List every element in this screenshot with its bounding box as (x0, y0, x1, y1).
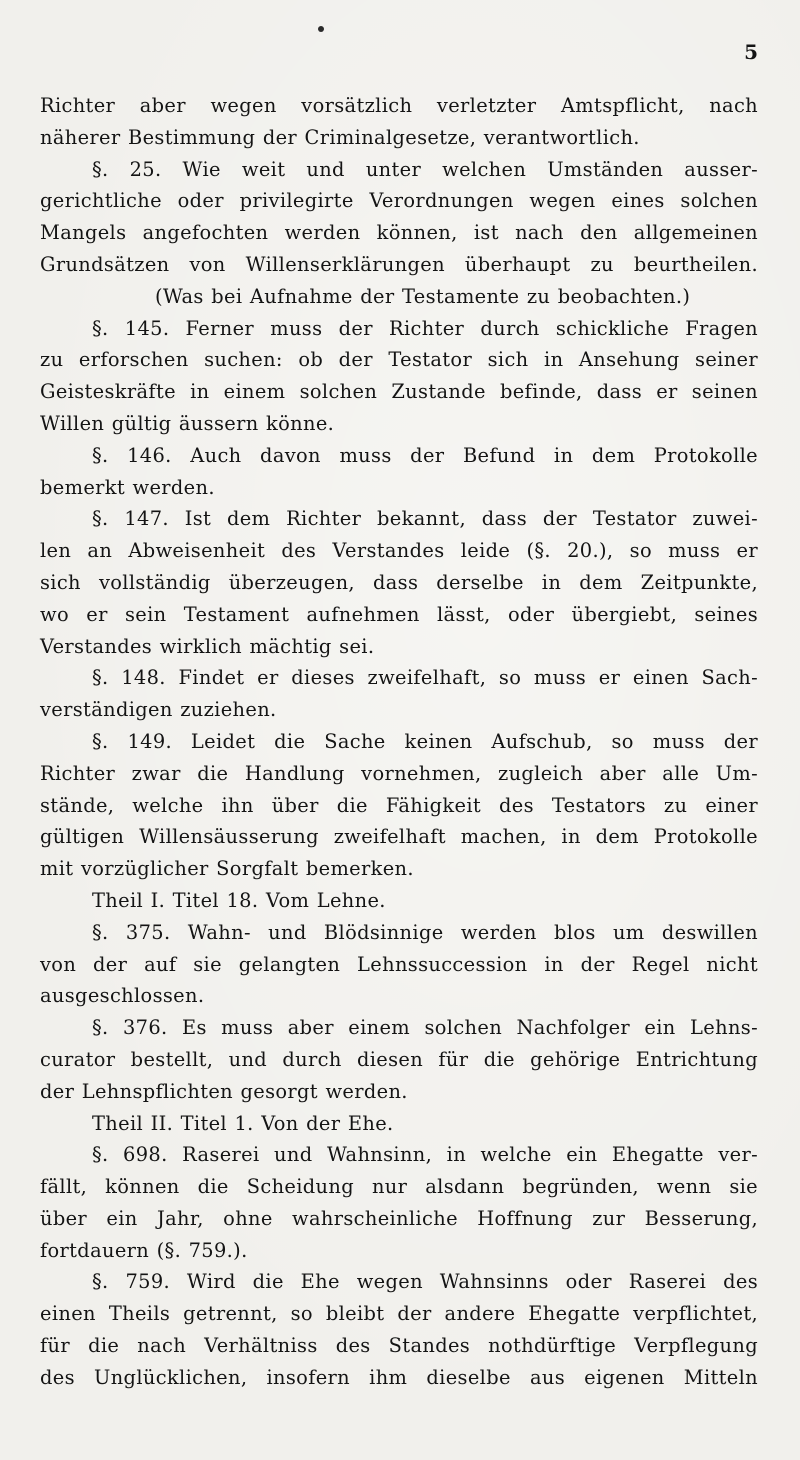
text-line: sich vollständig überzeugen, dass derselbe in dem Zeitpunkte, (40, 570, 758, 594)
text-line: wo er sein Testament aufnehmen lässt, oder übergiebt, seines (40, 602, 758, 626)
text-line: bemerkt werden. (40, 475, 215, 499)
text-line: verständigen zuziehen. (40, 698, 277, 722)
paragraph-759-start: §. 759. Wird die Ehe wegen Wahnsinns oder Raserei des (92, 1270, 758, 1294)
text-line: Richter aber wegen vorsätzlich verletzter Amtspflicht, nach (40, 94, 758, 117)
section-subheading: (Was bei Aufnahme der Testamente zu beobachten.) (155, 284, 691, 308)
paragraph-147-start: §. 147. Ist dem Richter bekannt, dass der Testator zuwei- (92, 507, 758, 531)
text-line: näherer Bestimmung der Criminalgesetze, verantwortlich. (40, 125, 640, 149)
text-line: Geisteskräfte in einem solchen Zustande befinde, dass er seinen (40, 380, 758, 404)
text-line: über ein Jahr, ohne wahrscheinliche Hoffnung zur Besserung, (40, 1206, 758, 1230)
text-line: einen Theils getrennt, so bleibt der andere Ehegatte verpflichtet, (40, 1302, 758, 1326)
paragraph-145-start: §. 145. Ferner muss der Richter durch schickliche Fragen (92, 316, 758, 340)
text-line: stände, welche ihn über die Fähigkeit des Testators zu einer (40, 793, 758, 817)
paragraph-25-start: §. 25. Wie weit und unter welchen Umständen ausser- (92, 157, 758, 181)
text-line: curator bestellt, und durch diesen für die gehörige Entrichtung (40, 1047, 758, 1071)
text-line: des Unglücklichen, insofern ihm dieselbe aus eigenen Mitteln (40, 1365, 758, 1389)
text-line: ausgeschlossen. (40, 984, 205, 1008)
text-line: Richter zwar die Handlung vornehmen, zugleich aber alle Um- (40, 761, 758, 785)
text-line: fällt, können die Scheidung nur alsdann begründen, wenn sie (40, 1175, 758, 1199)
paragraph-375-start: §. 375. Wahn- und Blödsinnige werden blos um deswillen (92, 920, 758, 944)
paragraph-376-start: §. 376. Es muss aber einem solchen Nachfolger ein Lehns- (92, 1016, 758, 1040)
paragraph-146-start: §. 146. Auch davon muss der Befund in dem Protokolle (92, 443, 758, 467)
text-line: Willen gültig äussern könne. (40, 411, 335, 435)
text-line: fortdauern (§. 759.). (40, 1238, 248, 1262)
text-line: Grundsätzen von Willenserklärungen überhaupt zu beurtheilen. (40, 252, 758, 276)
title-heading-lehne: Theil I. Titel 18. Vom Lehne. (92, 888, 386, 912)
page-number: 5 (744, 40, 758, 64)
text-line: gültigen Willensäusserung zweifelhaft machen, in dem Protokolle (40, 825, 758, 849)
text-line: Mangels angefochten werden können, ist nach den allgemeinen (40, 221, 758, 245)
paragraph-698-start: §. 698. Raserei und Wahnsinn, in welche ein Ehegatte ver- (92, 1143, 758, 1167)
text-line: Verstandes wirklich mächtig sei. (40, 634, 375, 658)
text-line: zu erforschen suchen: ob der Testator sich in Ansehung seiner (40, 348, 758, 372)
title-heading-ehe: Theil II. Titel 1. Von der Ehe. (92, 1111, 394, 1135)
print-speck (318, 26, 324, 32)
paragraph-148-start: §. 148. Findet er dieses zweifelhaft, so muss er einen Sach- (92, 666, 758, 690)
text-line: len an Abweisenheit des Verstandes leide (§. 20.), so muss er (40, 539, 758, 563)
text-line: mit vorzüglicher Sorgfalt bemerken. (40, 857, 414, 881)
text-line: gerichtliche oder privilegirte Verordnungen wegen eines solchen (40, 189, 758, 213)
text-line: von der auf sie gelangten Lehnssuccession in der Regel nicht (40, 952, 758, 976)
body-text (40, 90, 758, 1394)
paragraph-149-start: §. 149. Leidet die Sache keinen Aufschub, so muss der (92, 729, 758, 753)
text-line: für die nach Verhältniss des Standes nothdürftige Verpflegung (40, 1334, 758, 1358)
text-line: der Lehnspflichten gesorgt werden. (40, 1079, 408, 1103)
